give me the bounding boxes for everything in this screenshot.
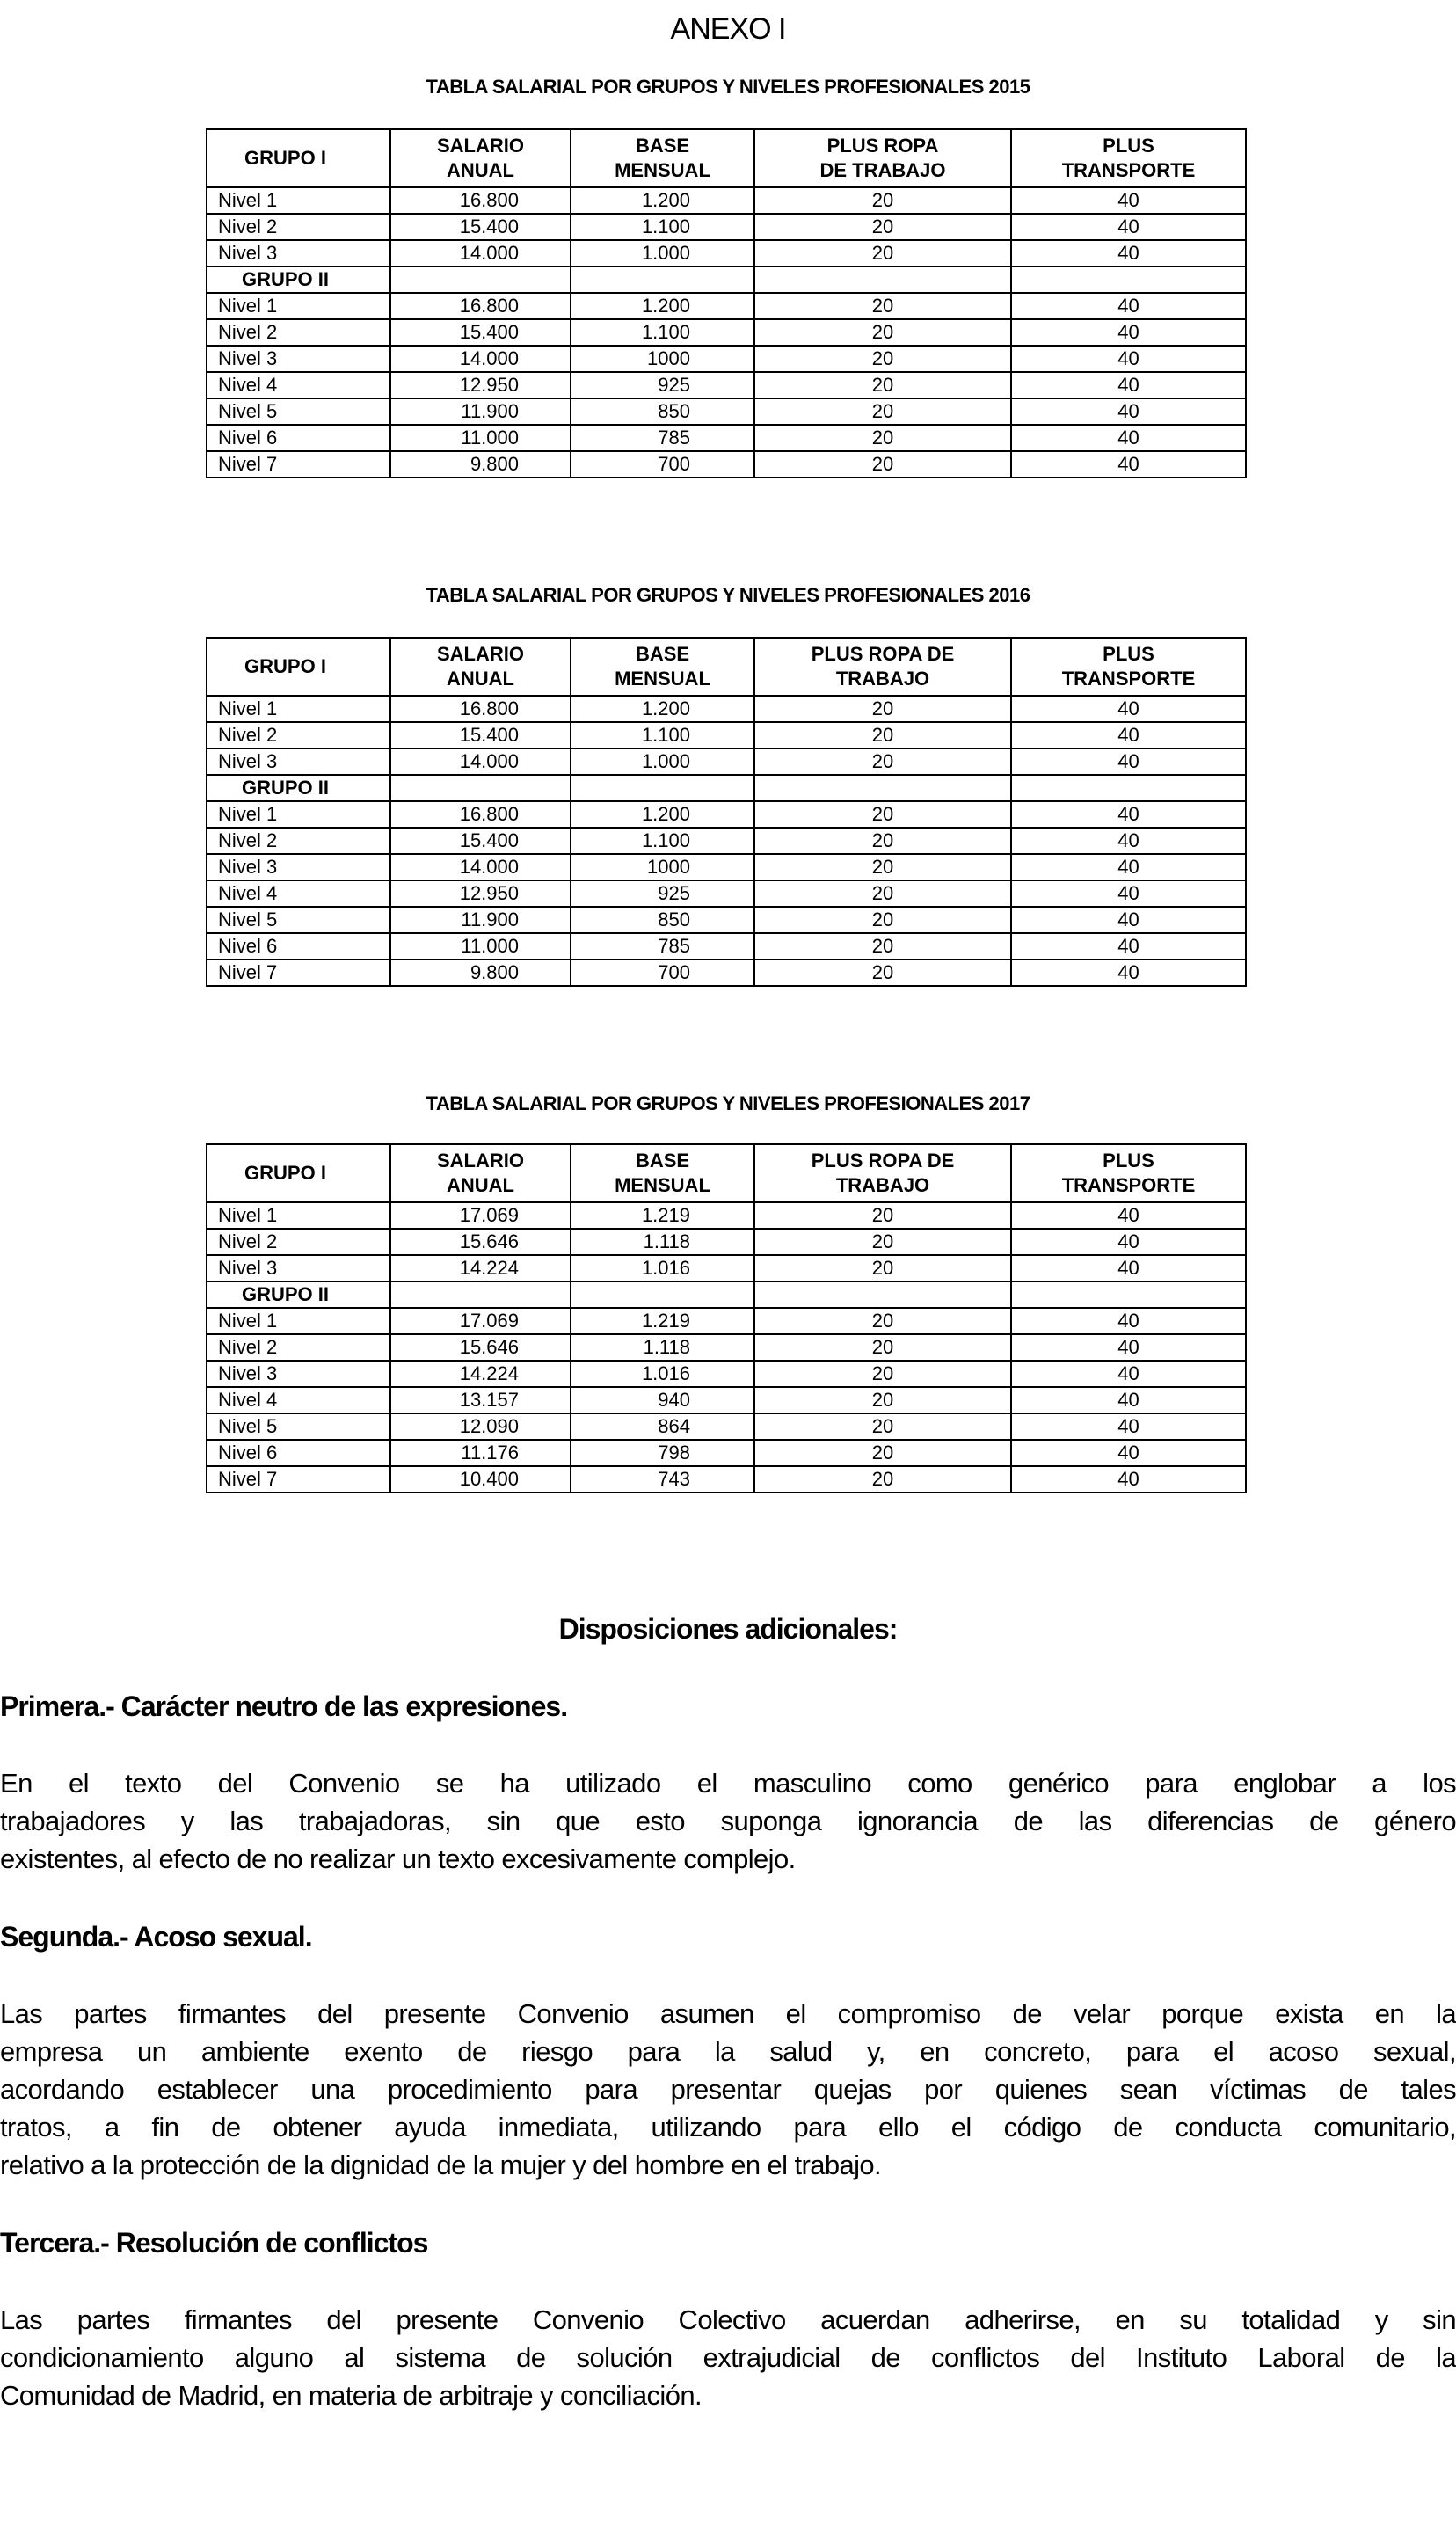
column-header: BASE MENSUAL — [571, 1144, 754, 1202]
paragraph-line: acordando establecer una procedimiento para presentar quejas por quienes sean víctimas de tales — [0, 2074, 1456, 2105]
table-row — [207, 933, 1246, 960]
empty-cell — [571, 266, 754, 293]
clothing-bonus-cell: 20 — [754, 696, 1011, 722]
level-cell: Nivel 5 — [207, 907, 390, 933]
level-cell: Nivel 4 — [207, 372, 390, 398]
empty-cell — [390, 775, 571, 801]
section-heading-tercera: Tercera.- Resolución de conflictos — [0, 2227, 428, 2259]
table-row — [207, 1308, 1246, 1334]
monthly-base-cell: 925 — [571, 880, 754, 907]
annual-salary-cell: 11.176 — [390, 1440, 571, 1466]
monthly-base-cell: 1.200 — [571, 187, 754, 214]
table-row — [207, 960, 1246, 986]
transport-bonus-cell: 40 — [1011, 1361, 1246, 1387]
clothing-bonus-cell: 20 — [754, 828, 1011, 854]
level-cell: Nivel 2 — [207, 1334, 390, 1361]
table-row — [207, 907, 1246, 933]
salary-table-2017 — [206, 1143, 1247, 1493]
annual-salary-cell: 16.800 — [390, 696, 571, 722]
paragraph-segunda — [0, 1995, 1456, 2184]
annual-salary-cell: 14.000 — [390, 240, 571, 266]
clothing-bonus-cell: 20 — [754, 240, 1011, 266]
clothing-bonus-cell: 20 — [754, 1387, 1011, 1413]
empty-cell — [571, 775, 754, 801]
paragraph-tercera — [0, 2301, 1456, 2414]
group-label: GRUPO II — [207, 775, 390, 801]
annual-salary-cell: 15.400 — [390, 214, 571, 240]
monthly-base-cell: 1.219 — [571, 1202, 754, 1229]
transport-bonus-cell: 40 — [1011, 214, 1246, 240]
table-header-row — [207, 638, 1246, 696]
group-label: GRUPO II — [207, 1281, 390, 1308]
annual-salary-cell: 15.646 — [390, 1334, 571, 1361]
table-row — [207, 425, 1246, 451]
level-cell: Nivel 1 — [207, 293, 390, 319]
clothing-bonus-cell: 20 — [754, 748, 1011, 775]
transport-bonus-cell: 40 — [1011, 425, 1246, 451]
clothing-bonus-cell: 20 — [754, 801, 1011, 828]
empty-cell — [1011, 1281, 1246, 1308]
transport-bonus-cell: 40 — [1011, 346, 1246, 372]
annual-salary-cell: 14.000 — [390, 854, 571, 880]
clothing-bonus-cell: 20 — [754, 451, 1011, 478]
group-label: GRUPO II — [207, 266, 390, 293]
monthly-base-cell: 785 — [571, 425, 754, 451]
transport-bonus-cell: 40 — [1011, 1255, 1246, 1281]
group-row — [207, 266, 1246, 293]
clothing-bonus-cell: 20 — [754, 1255, 1011, 1281]
paragraph-line: condicionamiento alguno al sistema de solución extrajudicial de conflictos del Instituto Laboral de la — [0, 2342, 1456, 2373]
monthly-base-cell: 940 — [571, 1387, 754, 1413]
level-cell: Nivel 3 — [207, 1361, 390, 1387]
level-cell: Nivel 1 — [207, 1308, 390, 1334]
column-header: BASE MENSUAL — [571, 129, 754, 187]
transport-bonus-cell: 40 — [1011, 1334, 1246, 1361]
column-header: SALARIO ANUAL — [390, 638, 571, 696]
clothing-bonus-cell: 20 — [754, 722, 1011, 748]
annual-salary-cell: 11.000 — [390, 425, 571, 451]
transport-bonus-cell: 40 — [1011, 960, 1246, 986]
level-cell: Nivel 2 — [207, 722, 390, 748]
clothing-bonus-cell: 20 — [754, 1413, 1011, 1440]
table-row — [207, 1361, 1246, 1387]
level-cell: Nivel 3 — [207, 1255, 390, 1281]
table-header-row — [207, 129, 1246, 187]
table-row — [207, 372, 1246, 398]
clothing-bonus-cell: 20 — [754, 1466, 1011, 1493]
transport-bonus-cell: 40 — [1011, 801, 1246, 828]
monthly-base-cell: 1.100 — [571, 319, 754, 346]
level-cell: Nivel 7 — [207, 960, 390, 986]
clothing-bonus-cell: 20 — [754, 187, 1011, 214]
level-cell: Nivel 3 — [207, 748, 390, 775]
clothing-bonus-cell: 20 — [754, 293, 1011, 319]
transport-bonus-cell: 40 — [1011, 933, 1246, 960]
empty-cell — [754, 266, 1011, 293]
transport-bonus-cell: 40 — [1011, 398, 1246, 425]
paragraph-line: trabajadores y las trabajadoras, sin que esto suponga ignorancia de las diferencias de género — [0, 1806, 1456, 1836]
transport-bonus-cell: 40 — [1011, 451, 1246, 478]
column-header: PLUS TRANSPORTE — [1011, 129, 1246, 187]
level-cell: Nivel 6 — [207, 933, 390, 960]
table-row — [207, 398, 1246, 425]
clothing-bonus-cell: 20 — [754, 372, 1011, 398]
level-cell: Nivel 4 — [207, 1387, 390, 1413]
table-row — [207, 214, 1246, 240]
transport-bonus-cell: 40 — [1011, 748, 1246, 775]
monthly-base-cell: 1.100 — [571, 214, 754, 240]
transport-bonus-cell: 40 — [1011, 880, 1246, 907]
transport-bonus-cell: 40 — [1011, 240, 1246, 266]
table-row — [207, 293, 1246, 319]
table-row — [207, 451, 1246, 478]
clothing-bonus-cell: 20 — [754, 1334, 1011, 1361]
section-heading-primera: Primera.- Carácter neutro de las expresiones. — [0, 1690, 568, 1722]
monthly-base-cell: 1.016 — [571, 1255, 754, 1281]
monthly-base-cell: 1.016 — [571, 1361, 754, 1387]
section-title: Disposiciones adicionales: — [558, 1613, 898, 1645]
transport-bonus-cell: 40 — [1011, 722, 1246, 748]
annual-salary-cell: 15.400 — [390, 828, 571, 854]
annual-salary-cell: 16.800 — [390, 293, 571, 319]
transport-bonus-cell: 40 — [1011, 187, 1246, 214]
monthly-base-cell: 700 — [571, 451, 754, 478]
column-header: GRUPO I — [207, 1144, 390, 1202]
table-row — [207, 1440, 1246, 1466]
annual-salary-cell: 17.069 — [390, 1308, 571, 1334]
annual-salary-cell: 14.224 — [390, 1255, 571, 1281]
clothing-bonus-cell: 20 — [754, 319, 1011, 346]
transport-bonus-cell: 40 — [1011, 293, 1246, 319]
table-row — [207, 748, 1246, 775]
monthly-base-cell: 1.219 — [571, 1308, 754, 1334]
annual-salary-cell: 13.157 — [390, 1387, 571, 1413]
column-header: PLUS ROPA DE TRABAJO — [754, 1144, 1011, 1202]
transport-bonus-cell: 40 — [1011, 319, 1246, 346]
monthly-base-cell: 1000 — [571, 854, 754, 880]
transport-bonus-cell: 40 — [1011, 1440, 1246, 1466]
annual-salary-cell: 11.000 — [390, 933, 571, 960]
table-row — [207, 1413, 1246, 1440]
table-row — [207, 319, 1246, 346]
section-heading-segunda: Segunda.- Acoso sexual. — [0, 1921, 312, 1953]
monthly-base-cell: 850 — [571, 907, 754, 933]
transport-bonus-cell: 40 — [1011, 696, 1246, 722]
table-row — [207, 801, 1246, 828]
paragraph-line: Las partes firmantes del presente Convenio Colectivo acuerdan adherirse, en su totalidad y sin — [0, 2304, 1456, 2335]
clothing-bonus-cell: 20 — [754, 398, 1011, 425]
clothing-bonus-cell: 20 — [754, 1202, 1011, 1229]
level-cell: Nivel 3 — [207, 346, 390, 372]
table-title-2017: TABLA SALARIAL POR GRUPOS Y NIVELES PROFESIONALES 2017 — [426, 1092, 1030, 1114]
monthly-base-cell: 743 — [571, 1466, 754, 1493]
empty-cell — [571, 1281, 754, 1308]
column-header: PLUS TRANSPORTE — [1011, 1144, 1246, 1202]
level-cell: Nivel 6 — [207, 425, 390, 451]
monthly-base-cell: 1.000 — [571, 240, 754, 266]
transport-bonus-cell: 40 — [1011, 372, 1246, 398]
level-cell: Nivel 3 — [207, 854, 390, 880]
level-cell: Nivel 2 — [207, 828, 390, 854]
column-header: GRUPO I — [207, 129, 390, 187]
salary-table-2016 — [206, 637, 1247, 987]
column-header: GRUPO I — [207, 638, 390, 696]
column-header: SALARIO ANUAL — [390, 129, 571, 187]
column-header: PLUS ROPA DE TRABAJO — [754, 638, 1011, 696]
transport-bonus-cell: 40 — [1011, 1229, 1246, 1255]
clothing-bonus-cell: 20 — [754, 880, 1011, 907]
transport-bonus-cell: 40 — [1011, 1387, 1246, 1413]
clothing-bonus-cell: 20 — [754, 1308, 1011, 1334]
level-cell: Nivel 5 — [207, 1413, 390, 1440]
monthly-base-cell: 1.118 — [571, 1334, 754, 1361]
level-cell: Nivel 1 — [207, 696, 390, 722]
clothing-bonus-cell: 20 — [754, 907, 1011, 933]
paragraph-primera — [0, 1764, 1456, 1878]
column-header: PLUS ROPA DE TRABAJO — [754, 129, 1011, 187]
monthly-base-cell: 1.000 — [571, 748, 754, 775]
table-row — [207, 346, 1246, 372]
annual-salary-cell: 12.950 — [390, 880, 571, 907]
level-cell: Nivel 2 — [207, 319, 390, 346]
table-row — [207, 1334, 1246, 1361]
monthly-base-cell: 785 — [571, 933, 754, 960]
table-row — [207, 722, 1246, 748]
table-row — [207, 1229, 1246, 1255]
level-cell: Nivel 2 — [207, 1229, 390, 1255]
paragraph-line: Comunidad de Madrid, en materia de arbitraje y conciliación. — [0, 2380, 702, 2411]
annual-salary-cell: 14.000 — [390, 346, 571, 372]
transport-bonus-cell: 40 — [1011, 1466, 1246, 1493]
table-row — [207, 854, 1246, 880]
clothing-bonus-cell: 20 — [754, 425, 1011, 451]
table-row — [207, 1387, 1246, 1413]
table-row — [207, 187, 1246, 214]
clothing-bonus-cell: 20 — [754, 346, 1011, 372]
annual-salary-cell: 10.400 — [390, 1466, 571, 1493]
annual-salary-cell: 14.224 — [390, 1361, 571, 1387]
salary-table-2015 — [206, 128, 1247, 478]
level-cell: Nivel 1 — [207, 801, 390, 828]
level-cell: Nivel 7 — [207, 1466, 390, 1493]
monthly-base-cell: 1.200 — [571, 696, 754, 722]
column-header: BASE MENSUAL — [571, 638, 754, 696]
table-row — [207, 880, 1246, 907]
level-cell: Nivel 7 — [207, 451, 390, 478]
monthly-base-cell: 1.200 — [571, 293, 754, 319]
paragraph-line: En el texto del Convenio se ha utilizado el masculino como genérico para englobar a los — [0, 1768, 1456, 1799]
empty-cell — [1011, 775, 1246, 801]
clothing-bonus-cell: 20 — [754, 1440, 1011, 1466]
clothing-bonus-cell: 20 — [754, 1229, 1011, 1255]
paragraph-line: empresa un ambiente exento de riesgo para la salud y, en concreto, para el acoso sexual, — [0, 2036, 1456, 2067]
level-cell: Nivel 1 — [207, 187, 390, 214]
level-cell: Nivel 4 — [207, 880, 390, 907]
table-row — [207, 1255, 1246, 1281]
empty-cell — [390, 266, 571, 293]
transport-bonus-cell: 40 — [1011, 907, 1246, 933]
table-title-2016: TABLA SALARIAL POR GRUPOS Y NIVELES PROFESIONALES 2016 — [426, 584, 1030, 606]
monthly-base-cell: 1.100 — [571, 828, 754, 854]
annual-salary-cell: 9.800 — [390, 451, 571, 478]
monthly-base-cell: 1.118 — [571, 1229, 754, 1255]
level-cell: Nivel 6 — [207, 1440, 390, 1466]
transport-bonus-cell: 40 — [1011, 854, 1246, 880]
annual-salary-cell: 16.800 — [390, 187, 571, 214]
clothing-bonus-cell: 20 — [754, 960, 1011, 986]
clothing-bonus-cell: 20 — [754, 854, 1011, 880]
annual-salary-cell: 11.900 — [390, 398, 571, 425]
monthly-base-cell: 1.200 — [571, 801, 754, 828]
transport-bonus-cell: 40 — [1011, 1202, 1246, 1229]
clothing-bonus-cell: 20 — [754, 214, 1011, 240]
table-row — [207, 828, 1246, 854]
level-cell: Nivel 2 — [207, 214, 390, 240]
empty-cell — [390, 1281, 571, 1308]
annual-salary-cell: 9.800 — [390, 960, 571, 986]
transport-bonus-cell: 40 — [1011, 828, 1246, 854]
level-cell: Nivel 5 — [207, 398, 390, 425]
column-header: SALARIO ANUAL — [390, 1144, 571, 1202]
clothing-bonus-cell: 20 — [754, 933, 1011, 960]
monthly-base-cell: 850 — [571, 398, 754, 425]
group-row — [207, 1281, 1246, 1308]
column-header: PLUS TRANSPORTE — [1011, 638, 1246, 696]
annual-salary-cell: 15.400 — [390, 722, 571, 748]
annual-salary-cell: 15.646 — [390, 1229, 571, 1255]
transport-bonus-cell: 40 — [1011, 1308, 1246, 1334]
annual-salary-cell: 17.069 — [390, 1202, 571, 1229]
annex-title: ANEXO I — [670, 12, 786, 46]
annual-salary-cell: 12.950 — [390, 372, 571, 398]
paragraph-line: tratos, a fin de obtener ayuda inmediata, utilizando para ello el código de conducta comunitario, — [0, 2112, 1456, 2143]
empty-cell — [754, 1281, 1011, 1308]
annual-salary-cell: 11.900 — [390, 907, 571, 933]
monthly-base-cell: 864 — [571, 1413, 754, 1440]
monthly-base-cell: 1.100 — [571, 722, 754, 748]
clothing-bonus-cell: 20 — [754, 1361, 1011, 1387]
monthly-base-cell: 1000 — [571, 346, 754, 372]
annual-salary-cell: 14.000 — [390, 748, 571, 775]
annual-salary-cell: 12.090 — [390, 1413, 571, 1440]
monthly-base-cell: 700 — [571, 960, 754, 986]
group-row — [207, 775, 1246, 801]
empty-cell — [1011, 266, 1246, 293]
paragraph-line: existentes, al efecto de no realizar un texto excesivamente complejo. — [0, 1843, 796, 1874]
monthly-base-cell: 925 — [571, 372, 754, 398]
table-row — [207, 696, 1246, 722]
table-title-2015: TABLA SALARIAL POR GRUPOS Y NIVELES PROFESIONALES 2015 — [426, 76, 1030, 98]
transport-bonus-cell: 40 — [1011, 1413, 1246, 1440]
table-row — [207, 240, 1246, 266]
annual-salary-cell: 16.800 — [390, 801, 571, 828]
monthly-base-cell: 798 — [571, 1440, 754, 1466]
empty-cell — [754, 775, 1011, 801]
table-row — [207, 1466, 1246, 1493]
table-header-row — [207, 1144, 1246, 1202]
annual-salary-cell: 15.400 — [390, 319, 571, 346]
paragraph-line: relativo a la protección de la dignidad de la mujer y del hombre en el trabajo. — [0, 2150, 882, 2180]
level-cell: Nivel 3 — [207, 240, 390, 266]
paragraph-line: Las partes firmantes del presente Convenio asumen el compromiso de velar porque exista en la — [0, 1998, 1456, 2029]
table-row — [207, 1202, 1246, 1229]
level-cell: Nivel 1 — [207, 1202, 390, 1229]
